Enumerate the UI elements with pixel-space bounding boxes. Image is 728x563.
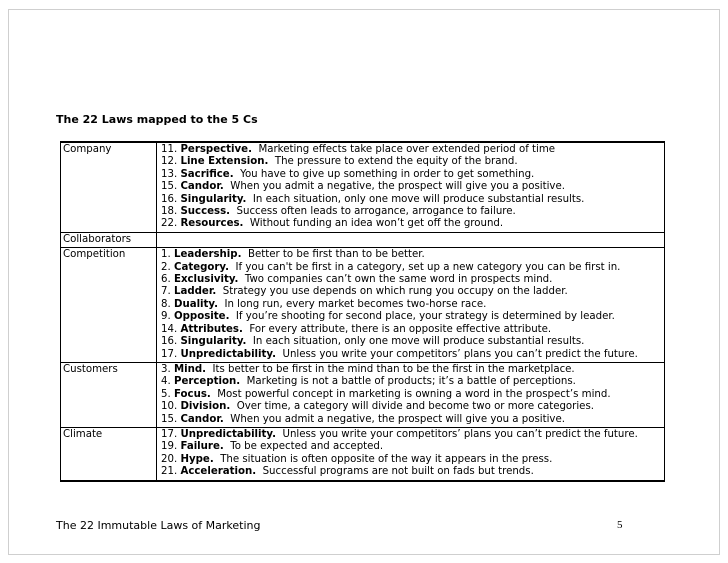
law-item <box>161 299 661 311</box>
law-name: Candor. <box>180 181 224 193</box>
law-name: Mind. <box>173 363 207 375</box>
law-number: 20. <box>161 453 178 465</box>
law-name: Unpredictability. <box>180 348 276 360</box>
law-name: Resources. <box>180 218 244 230</box>
category-cell: Customers <box>61 362 157 427</box>
table-row <box>61 142 665 232</box>
law-name: Attributes. <box>180 323 243 335</box>
law-item <box>161 169 661 181</box>
category-cell: Collaborators <box>61 232 157 247</box>
law-name: Candor. <box>180 413 224 425</box>
footer-title: The 22 Immutable Laws of Marketing <box>56 519 261 532</box>
table-row <box>61 248 665 363</box>
law-name: Acceleration. <box>180 466 257 478</box>
table-row <box>61 427 665 480</box>
law-description: Unless you write your competitors’ plans you can’t predict the future. <box>282 428 638 440</box>
law-description: Without funding an idea won’t get off the ground. <box>249 218 504 230</box>
laws-table <box>60 141 665 482</box>
law-name: Hype. <box>180 453 214 465</box>
law-number: 22. <box>161 218 178 230</box>
table-row <box>61 362 665 427</box>
law-number: 2. <box>161 261 171 273</box>
law-item <box>161 262 661 274</box>
law-item <box>161 324 661 336</box>
law-name: Line Extension. <box>180 156 269 168</box>
law-item <box>161 181 661 193</box>
laws-cell <box>157 427 665 480</box>
law-name: Category. <box>173 261 230 273</box>
law-item <box>161 364 661 376</box>
law-name: Ladder. <box>173 286 217 298</box>
category-cell: Company <box>61 142 157 232</box>
law-item <box>161 401 661 413</box>
law-description: The pressure to extend the equity of the brand. <box>274 156 518 168</box>
law-description: To be expected and accepted. <box>230 441 384 453</box>
law-number: 15. <box>161 181 178 193</box>
law-description: Two companies can’t own the same word in prospects mind. <box>244 274 553 286</box>
law-number: 14. <box>161 323 178 335</box>
law-name: Leadership. <box>173 249 242 261</box>
law-number: 3. <box>161 363 171 375</box>
document-title: The 22 Laws mapped to the 5 Cs <box>56 113 258 126</box>
law-item <box>161 349 661 361</box>
law-name: Singularity. <box>180 336 247 348</box>
law-number: 7. <box>161 286 171 298</box>
law-name: Sacrifice. <box>180 168 234 180</box>
law-number: 19. <box>161 441 178 453</box>
law-description: If you can't be first in a category, set up a new category you can be first in. <box>235 261 621 273</box>
law-number: 12. <box>161 156 178 168</box>
law-number: 17. <box>161 428 178 440</box>
law-description: In long run, every market becomes two-horse race. <box>224 298 487 310</box>
law-number: 15. <box>161 413 178 425</box>
law-item <box>161 194 661 206</box>
law-number: 5. <box>161 388 171 400</box>
law-name: Duality. <box>173 298 218 310</box>
law-description: Successful programs are not built on fads but trends. <box>262 466 534 478</box>
law-number: 9. <box>161 311 171 323</box>
law-item <box>161 376 661 388</box>
law-item <box>161 429 661 441</box>
law-item <box>161 454 661 466</box>
law-description: The situation is often opposite of the way it appears in the press. <box>220 453 553 465</box>
law-number: 18. <box>161 206 178 218</box>
law-description: If you’re shooting for second place, your strategy is determined by leader. <box>235 311 615 323</box>
law-item <box>161 311 661 323</box>
law-name: Perspective. <box>180 144 252 155</box>
law-description: Marketing is not a battle of products; it’s a battle of perceptions. <box>246 376 576 388</box>
law-name: Division. <box>180 401 231 413</box>
table-row <box>61 232 665 247</box>
category-cell: Competition <box>61 248 157 363</box>
law-name: Unpredictability. <box>180 428 276 440</box>
law-item <box>161 414 661 426</box>
law-description: Most powerful concept in marketing is owning a word in the prospect’s mind. <box>217 388 611 400</box>
law-name: Exclusivity. <box>173 274 239 286</box>
law-item <box>161 441 661 453</box>
law-description: Strategy you use depends on which rung you occupy on the ladder. <box>222 286 568 298</box>
law-number: 6. <box>161 274 171 286</box>
law-name: Opposite. <box>173 311 230 323</box>
category-cell: Climate <box>61 427 157 480</box>
law-item <box>161 218 661 230</box>
law-name: Perception. <box>173 376 241 388</box>
law-description: Better to be first than to be better. <box>247 249 425 261</box>
law-description: In each situation, only one move will produce substantial results. <box>252 336 585 348</box>
law-number: 17. <box>161 348 178 360</box>
law-description: Its better to be first in the mind than to be the first in the marketplace. <box>212 363 575 375</box>
law-number: 11. <box>161 144 178 155</box>
law-description: For every attribute, there is an opposite effective attribute. <box>249 323 552 335</box>
law-description: Marketing effects take place over extended period of time <box>258 144 556 155</box>
laws-cell <box>157 248 665 363</box>
law-number: 21. <box>161 466 178 478</box>
law-number: 1. <box>161 249 171 261</box>
law-number: 16. <box>161 336 178 348</box>
law-number: 13. <box>161 168 178 180</box>
law-description: Over time, a category will divide and become two or more categories. <box>236 401 594 413</box>
law-description: You have to give up something in order to get something. <box>240 168 535 180</box>
law-item <box>161 144 661 156</box>
law-name: Focus. <box>173 388 211 400</box>
law-item <box>161 389 661 401</box>
law-number: 10. <box>161 401 178 413</box>
law-item <box>161 274 661 286</box>
law-item <box>161 206 661 218</box>
law-item <box>161 466 661 478</box>
law-description: Unless you write your competitors’ plans you can’t predict the future. <box>282 348 638 360</box>
law-description: When you admit a negative, the prospect will give you a positive. <box>230 413 565 425</box>
page-number: 5 <box>617 519 623 531</box>
law-description: Success often leads to arrogance, arrogance to failure. <box>236 206 516 218</box>
laws-cell <box>157 362 665 427</box>
laws-cell <box>157 232 665 247</box>
law-description: When you admit a negative, the prospect will give you a positive. <box>230 181 565 193</box>
law-number: 4. <box>161 376 171 388</box>
law-number: 8. <box>161 298 171 310</box>
laws-cell <box>157 142 665 232</box>
law-name: Singularity. <box>180 193 247 205</box>
law-item <box>161 249 661 261</box>
law-name: Failure. <box>180 441 224 453</box>
law-description: In each situation, only one move will produce substantial results. <box>252 193 585 205</box>
law-item <box>161 336 661 348</box>
law-item <box>161 286 661 298</box>
law-number: 16. <box>161 193 178 205</box>
law-name: Success. <box>180 206 231 218</box>
law-item <box>161 156 661 168</box>
